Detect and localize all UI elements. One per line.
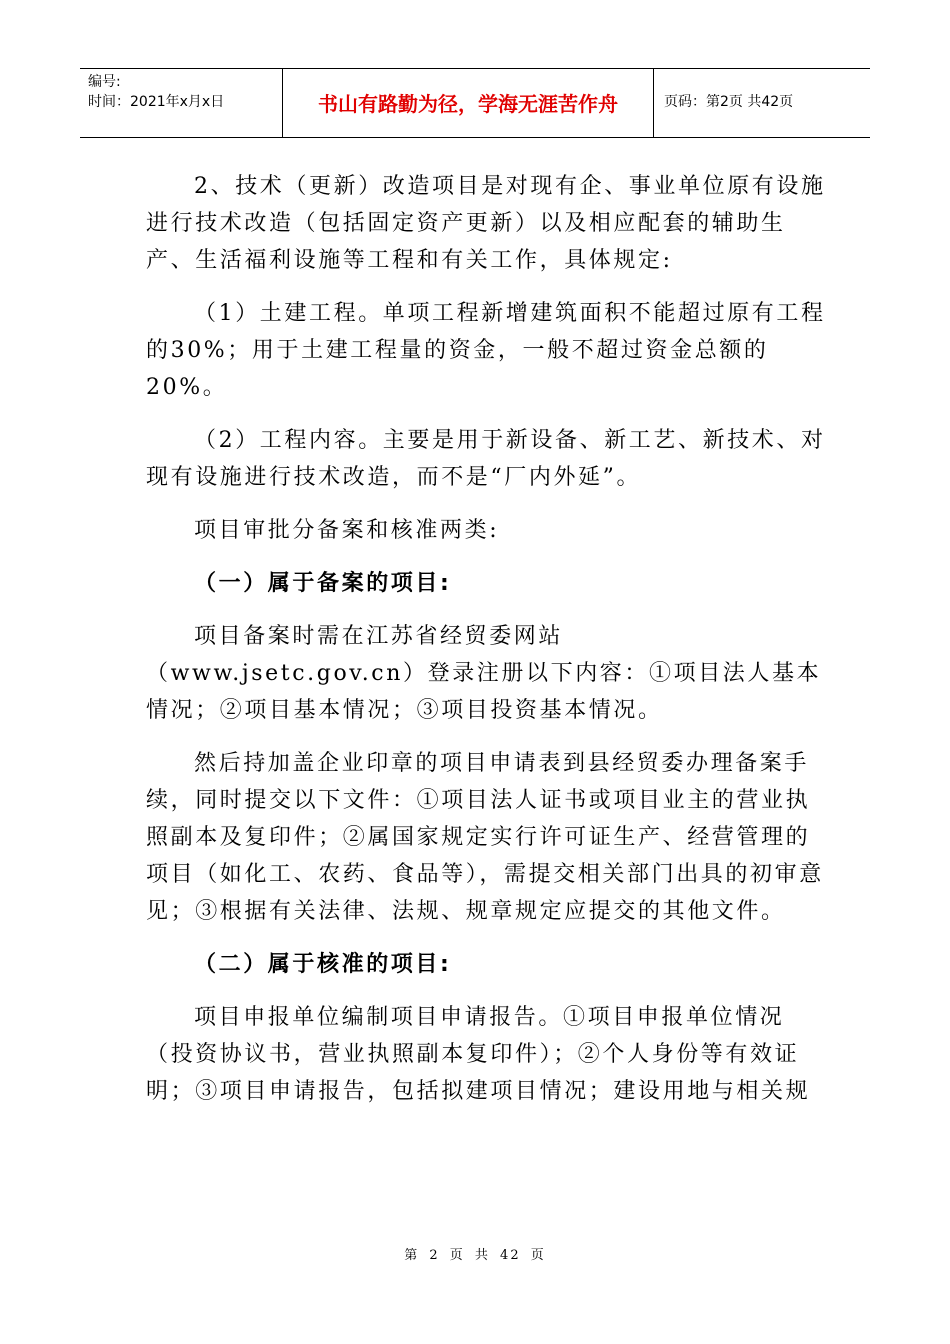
section-heading-filing: （一）属于备案的项目:	[194, 571, 452, 596]
section-heading-approval: （二）属于核准的项目:	[194, 952, 452, 977]
body-paragraph: 项目审批分备案和核准两类:	[194, 518, 500, 543]
body-paragraph: 项目申报单位编制项目申请报告。①项目申报单位情况（投资协议书，营业执照副本复印件）；②个人身份等有效证明；③项目申请报告，包括拟建项目情况；建设用地与相关规	[146, 1005, 811, 1104]
document-date-label: 时间：2021年x月x日	[88, 94, 225, 110]
body-paragraph: 然后持加盖企业印章的项目申请表到县经贸委办理备案手续，同时提交以下文件：①项目法人证书或项目业主的营业执照副本及复印件；②属国家规定实行许可证生产、经营管理的项目（如化工、农药、食品等），需提交相关部门出具的初审意见；③根据有关法律、法规、规章规定应提交的其他文件。	[146, 751, 824, 924]
body-paragraph: （2）工程内容。主要是用于新设备、新工艺、新技术、对现有设施进行技术改造，而不是“厂内外延”。	[146, 428, 826, 490]
document-number-label: 编号:	[88, 74, 121, 90]
page-footer: 第 2 页 共 42 页	[404, 1248, 546, 1263]
body-paragraph: 2、技术（更新）改造项目是对现有企、事业单位原有设施进行技术改造（包括固定资产更新）以及相应配套的辅助生产、生活福利设施等工程和有关工作，具体规定:	[146, 174, 826, 273]
header-motto-cell	[283, 69, 654, 137]
body-paragraph: （1）土建工程。单项工程新增建筑面积不能超过原有工程的30%；用于土建工程量的资金，一般不超过资金总额的20%。	[146, 301, 826, 400]
header-page-cell	[654, 69, 870, 137]
header-meta-cell	[80, 69, 283, 137]
header-page-code: 页码：第2页 共42页	[664, 94, 794, 110]
page-header	[80, 68, 870, 138]
body-paragraph: 项目备案时需在江苏省经贸委网站（www.jsetc.gov.cn）登录注册以下内容：①项目法人基本情况；②项目基本情况；③项目投资基本情况。	[146, 624, 822, 723]
document-body	[146, 168, 826, 1126]
header-motto: 书山有路勤为径，学海无涯苦作舟	[318, 92, 618, 116]
